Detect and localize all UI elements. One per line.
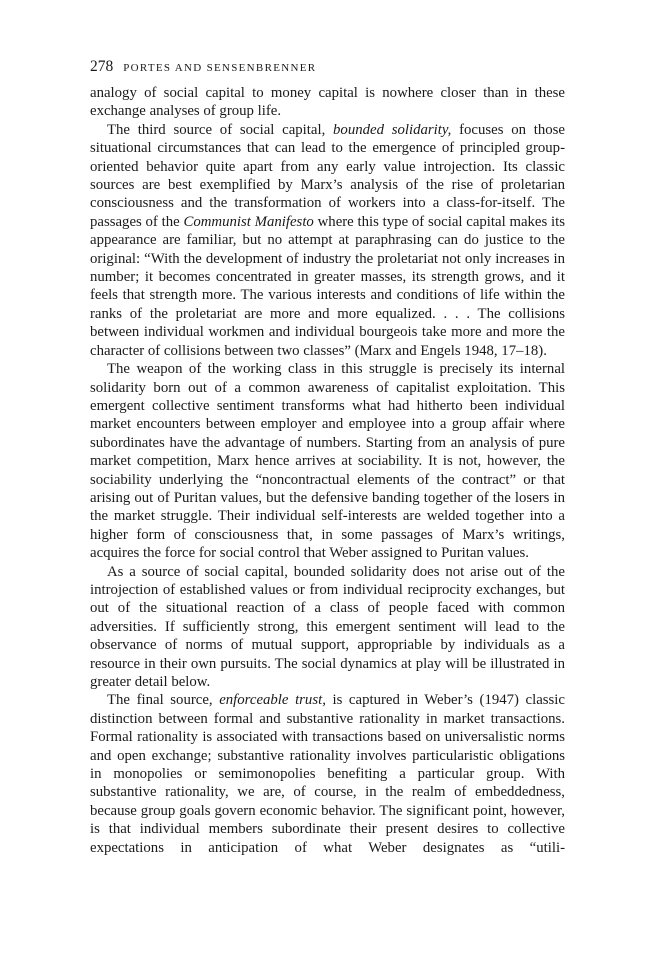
page-number: 278 bbox=[90, 58, 114, 75]
paragraph-text: focuses on those situational circumstances that can lead to the emergence of principled group-oriented behavior quite apart from any early value introjection. Its classic sources are best exemplified by Marx’s analysis of the rise of proletarian consciousness and the transformation of workers into a class-for-itself. The passages of the bbox=[90, 121, 565, 230]
paragraph-text: The third source of social capital, bbox=[107, 121, 334, 138]
italic-term-enforceable-trust: enforceable trust, bbox=[219, 692, 326, 709]
body-text bbox=[90, 84, 565, 857]
running-head bbox=[90, 57, 316, 78]
paragraph-bounded-solidarity bbox=[90, 121, 565, 360]
paragraph-source-of-social-capital bbox=[90, 563, 565, 692]
paragraph-enforceable-trust bbox=[90, 691, 565, 857]
paragraph-text: analogy of social capital to money capital is nowhere closer than in these exchange analyses of group life. bbox=[90, 85, 565, 120]
paragraph-text: where this type of social capital makes its appearance are familiar, but no attempt at paraphrasing can do justice to the original: “With the development of industry the proletariat not only increases in number; it becomes concentrated in greater masses, its strength grows, and it feels that strength more. The various interests and conditions of life within the ranks of the proletariat are more and more equalized. . . . The collisions between individual workmen and individual bourgeois take more and more the character of collisions between two classes” (Marx and Engels 1948, 17–18). bbox=[90, 213, 566, 359]
italic-term-bounded-solidarity: bounded solidarity, bbox=[333, 121, 452, 138]
paragraph-working-class bbox=[90, 360, 565, 562]
paragraph-text: The final source, bbox=[107, 692, 220, 709]
paragraph-text: The weapon of the working class in this struggle is precisely its internal solidarity born out of a common awareness of capitalist exploitation. This emergent collective sentiment transforms what had hitherto been individual market encounters between employer and employee into a group affair where subordinates have the advantage of numbers. Starting from an analysis of pure market competition, Marx hence arrives at sociability. It is not, however, the sociability underlying the “noncontractual elements of the contract” or that arising out of Puritan values, but the defensive banding together of the losers in the market struggle. Their individual self-interests are welded together into a higher form of consciousness that, in some passages of Marx’s writings, acquires the force for social control that Weber assigned to Puritan values. bbox=[90, 361, 565, 562]
running-title: PORTES AND SENSENBRENNER bbox=[123, 62, 317, 74]
paragraph-text: As a source of social capital, bounded solidarity does not arise out of the introjection of established values or from individual reciprocity exchanges, but out of the situational reaction of a class of people faced with common adversities. If sufficiently strong, this emergent sentiment will lead to the observance of norms of mutual support, appropriable by individuals as a resource in their own pursuits. The social dynamics at play will be illustrated in greater detail below. bbox=[90, 563, 565, 690]
paragraph-continuation bbox=[90, 84, 565, 121]
paragraph-text: is captured in Weber’s (1947) classic distinction between formal and substantive rationality in market transactions. Formal rationality is associated with transactions based on universalistic norms and open exchange; substantive rationality involves particularistic obligations in monopolies or semimonopolies benefiting a particular group. With substantive rationality, we are, of course, in the realm of embeddedness, because group goals govern economic behavior. The significant point, however, is that individual members subordinate their present desires to collective expectations in anticipation of what Weber designates as “utili- bbox=[90, 692, 565, 856]
italic-title-communist-manifesto: Communist Manifesto bbox=[183, 213, 314, 230]
